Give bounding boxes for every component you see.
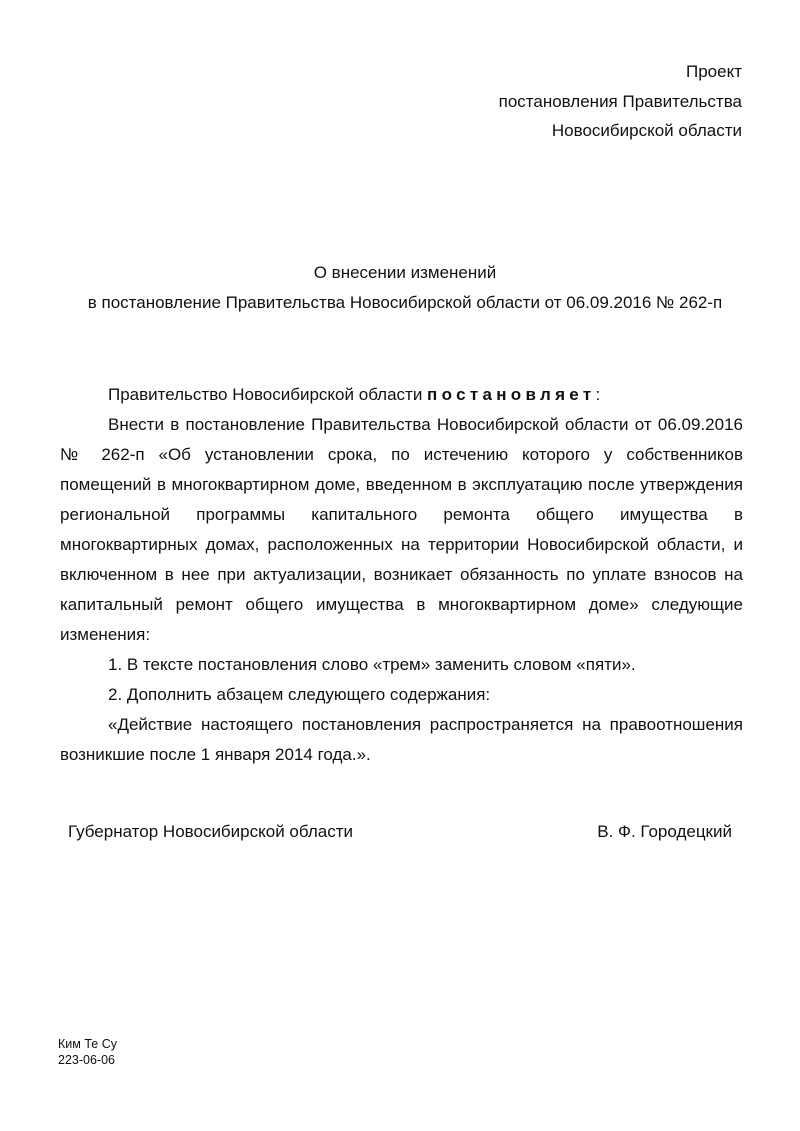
intro-prefix: Правительство Новосибирской области — [108, 385, 428, 404]
author-footer — [58, 1036, 117, 1068]
list-item-1: 1. В тексте постановления слово «трем» заменить словом «пяти». — [108, 655, 636, 674]
document-body — [60, 380, 743, 770]
author-name: Ким Те Су — [58, 1037, 117, 1051]
quote-paragraph: «Действие настоящего постановления распространяется на правоотношения возникшие после 1 января 2014 года.». — [60, 715, 743, 764]
intro-keyword: постановляет — [427, 385, 596, 404]
intro-paragraph — [60, 380, 743, 410]
header-line-draft: Проект — [686, 62, 742, 81]
intro-suffix: : — [595, 385, 601, 404]
draft-header — [499, 57, 742, 146]
document-title — [60, 258, 750, 318]
header-line-resolution: постановления Правительства — [498, 91, 742, 111]
signatory-position: Губернатор Новосибирской области — [68, 822, 354, 841]
list-item-2: 2. Дополнить абзацем следующего содержания: — [108, 685, 491, 704]
header-line-region: Новосибирской области — [551, 121, 742, 140]
title-line-1: О внесении изменений — [313, 263, 497, 282]
main-paragraph: Внести в постановление Правительства Новосибирской области от 06.09.2016 № 262-п «Об установлении срока, по истечению которого у собственников помещений в многоквартирном доме, введенном в эксплуатацию после утверждения региональной программы капитального ремонта общего имущества в многоквартирных домах, расположенных на территории Новосибирской области, и включенном в нее при актуализации, возникает обязанность по уплате взносов на капитальный ремонт общего имущества в многоквартирном доме» следующие изменения: — [60, 415, 743, 644]
title-line-2: в постановление Правительства Новосибирской области от 06.09.2016 № 262-п — [87, 293, 723, 312]
signatory-name: В. Ф. Городецкий — [597, 822, 732, 841]
signature-block — [68, 818, 732, 846]
author-phone: 223-06-06 — [58, 1053, 115, 1067]
